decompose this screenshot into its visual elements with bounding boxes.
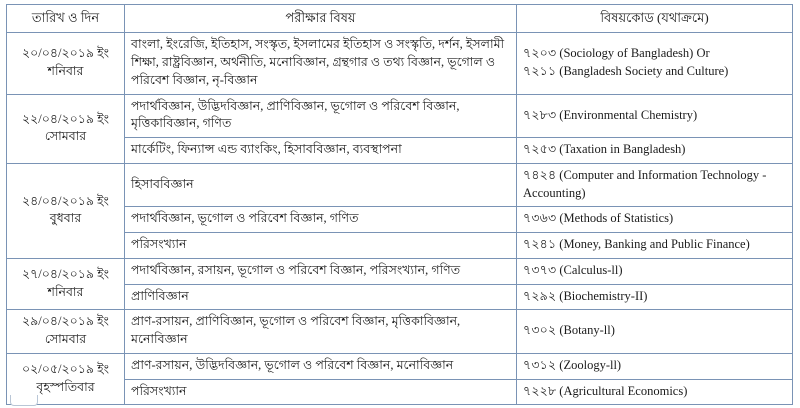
date-cell <box>7 33 125 94</box>
code-name-alt: (Bangladesh Society and Culture) <box>559 64 729 79</box>
code-name: (Zoology-ll) <box>559 357 622 372</box>
day-line: বুধবার <box>49 211 82 226</box>
table-row <box>7 310 793 354</box>
subject-cell: বাংলা, ইংরেজি, ইতিহাস, সংস্কৃত, ইসলামের ইতিহাস ও সংস্কৃতি, দর্শন, ইসলামী শিক্ষা, রাষ্ট্রবিজ্ঞান, অর্থনীতি, মনোবিজ্ঞান, গ্রন্থগার ও তথ্য বিজ্ঞান, ভূগোল ও পরিবেশ বিজ্ঞান, নৃ-বিজ্ঞান <box>125 33 517 94</box>
code-name: (Agricultural Economics) <box>559 383 688 398</box>
code-cell <box>517 163 793 207</box>
subject-cell: প্রাণ-রসায়ন, প্রাণিবিজ্ঞান, ভূগোল ও পরিবেশ বিজ্ঞান, মৃত্তিকাবিজ্ঞান, মনোবিজ্ঞান <box>125 310 517 354</box>
routine-document <box>0 4 800 408</box>
subject-cell: পদার্থবিজ্ঞান, উদ্ভিদবিজ্ঞান, প্রাণিবিজ্ঞান, ভূগোল ও পরিবেশ বিজ্ঞান, মৃত্তিকাবিজ্ঞান, গণিত <box>125 94 517 138</box>
day-line: সোমবার <box>44 129 87 144</box>
day-line: বৃহস্পতিবার <box>36 379 95 394</box>
code-cell <box>517 379 793 405</box>
code-number: ৭২৯২ <box>523 288 557 303</box>
date-cell <box>7 94 125 163</box>
column-header-code: বিষয়কোড (যথাক্রমে) <box>517 5 793 33</box>
subject-cell: পদার্থবিজ্ঞান, রসায়ন, ভূগোল ও পরিবেশ বিজ্ঞান, পরিসংখ্যান, গণিত <box>125 258 517 284</box>
table-header-row <box>7 5 793 33</box>
table-body <box>7 33 793 405</box>
date-line: ০২/০৫/২০১৯ ইং <box>22 361 109 376</box>
code-cell <box>517 33 793 94</box>
column-header-date: তারিখ ও দিন <box>7 5 125 33</box>
date-line: ২৯/০৪/২০১৯ ইং <box>22 314 109 329</box>
code-name: (Methods of Statistics) <box>559 211 674 226</box>
code-cell <box>517 310 793 354</box>
code-cell <box>517 284 793 310</box>
subject-cell: পরিসংখ্যান <box>125 379 517 405</box>
code-number: ৭২৫৩ <box>523 142 557 157</box>
subject-cell: মার্কেটিং, ফিন্যান্স এন্ড ব্যাংকিং, হিসাববিজ্ঞান, ব্যবস্থাপনা <box>125 138 517 164</box>
table-row <box>7 233 793 259</box>
subject-cell: পরিসংখ্যান <box>125 233 517 259</box>
day-line: শনিবার <box>47 284 84 299</box>
table-row <box>7 258 793 284</box>
code-number: ৭২০৩ <box>523 46 557 61</box>
code-number: ৭২৪১ <box>523 237 557 252</box>
date-line: ২০/০৪/২০১৯ ইং <box>22 46 109 61</box>
table-row <box>7 379 793 405</box>
code-number: ৭৩০২ <box>523 323 557 338</box>
code-cell <box>517 138 793 164</box>
code-cell <box>517 353 793 379</box>
code-cell <box>517 258 793 284</box>
code-cell <box>517 207 793 233</box>
date-cell <box>7 258 125 310</box>
code-number: ৭৩৬৩ <box>523 211 557 226</box>
date-line: ২২/০৪/২০১৯ ইং <box>22 111 109 126</box>
scan-artifact <box>10 395 38 406</box>
code-number: ৭৩৭৩ <box>523 262 557 277</box>
table-row <box>7 94 793 138</box>
code-name: (Calculus-ll) <box>559 262 623 277</box>
day-line: শনিবার <box>47 64 84 79</box>
exam-routine-table <box>6 4 793 405</box>
code-number: ৭২৮৩ <box>523 107 557 122</box>
date-cell <box>7 310 125 354</box>
code-name: (Computer and Information Technology -Accounting) <box>523 167 767 200</box>
subject-cell: প্রাণিবিজ্ঞান <box>125 284 517 310</box>
table-header <box>7 5 793 33</box>
code-number: ৭২২৮ <box>523 383 557 398</box>
table-row <box>7 163 793 207</box>
code-name: (Taxation in Bangladesh) <box>559 142 686 157</box>
date-line: ২৪/০৪/২০১৯ ইং <box>22 193 109 208</box>
subject-cell: পদার্থবিজ্ঞান, ভূগোল ও পরিবেশ বিজ্ঞান, গণিত <box>125 207 517 233</box>
table-row <box>7 284 793 310</box>
column-header-subject: পরীক্ষার বিষয় <box>125 5 517 33</box>
code-name: (Environmental Chemistry) <box>559 107 698 122</box>
code-cell <box>517 94 793 138</box>
code-number: ৭৩১২ <box>523 357 557 372</box>
code-name: (Biochemistry-II) <box>559 288 648 303</box>
code-name: (Botany-ll) <box>559 323 615 338</box>
table-row <box>7 33 793 94</box>
day-line: সোমবার <box>44 332 87 347</box>
code-name: (Sociology of Bangladesh) Or <box>559 46 710 61</box>
subject-cell: প্রাণ-রসায়ন, উদ্ভিদবিজ্ঞান, ভূগোল ও পরিবেশ বিজ্ঞান, মনোবিজ্ঞান <box>125 353 517 379</box>
table-row <box>7 138 793 164</box>
code-cell <box>517 233 793 259</box>
date-line: ২৭/০৪/২০১৯ ইং <box>22 266 109 281</box>
table-row <box>7 353 793 379</box>
table-row <box>7 207 793 233</box>
code-number: ৭৪২৪ <box>523 167 557 182</box>
subject-cell: হিসাববিজ্ঞান <box>125 163 517 207</box>
code-name: (Money, Banking and Public Finance) <box>559 237 750 252</box>
date-cell <box>7 163 125 258</box>
code-number-alt: ৭২১১ <box>523 64 557 79</box>
